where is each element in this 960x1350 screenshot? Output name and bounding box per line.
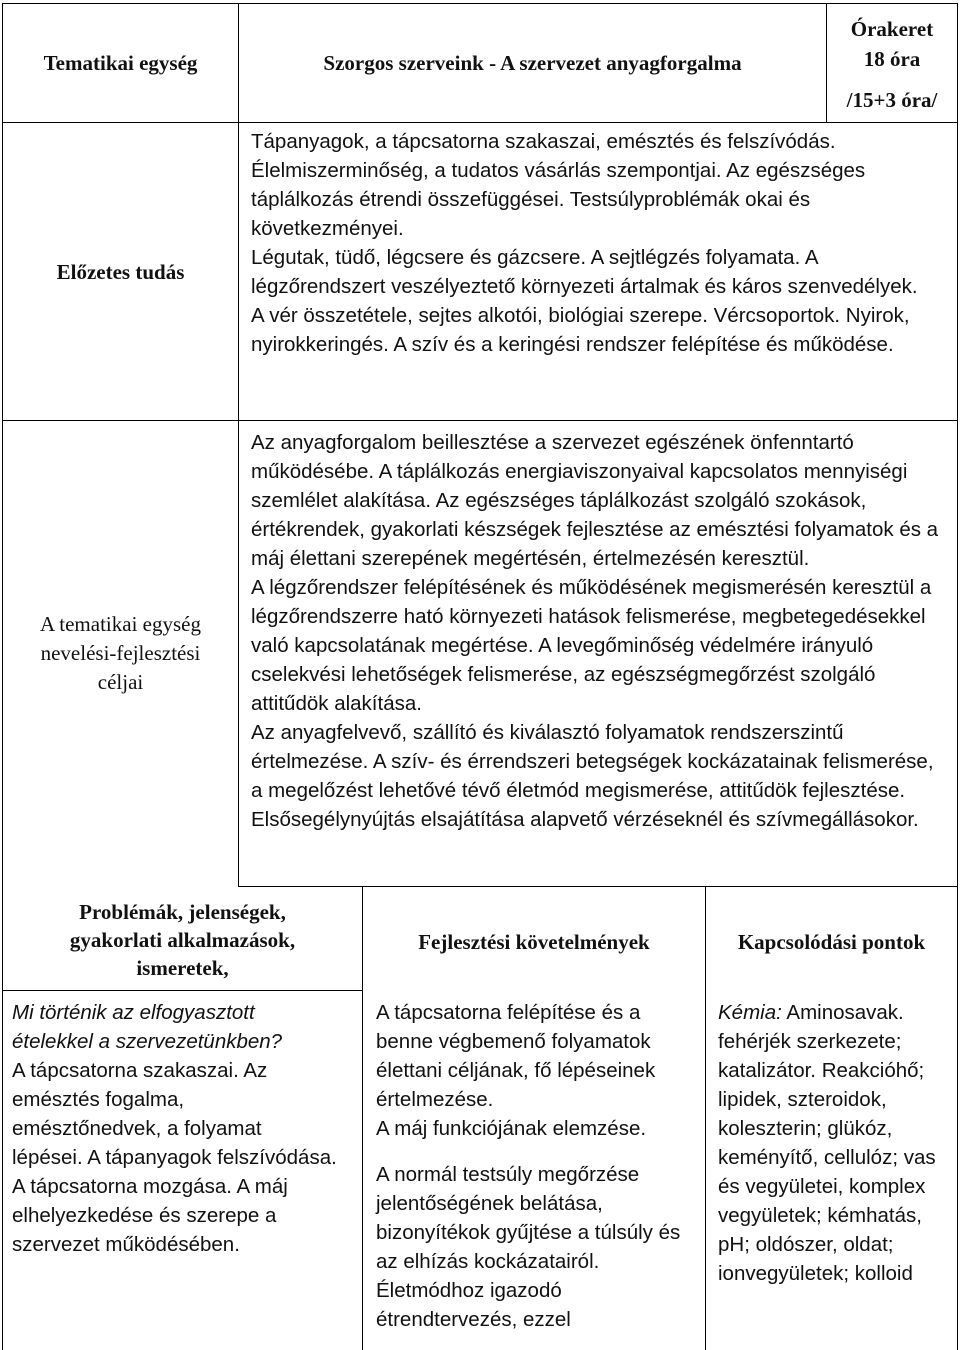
requirements-paragraph: A máj funkciójának elemzése.: [376, 1117, 647, 1140]
prior-knowledge-label: Előzetes tudás: [56, 259, 185, 284]
problems-header-bottom-border: [2, 990, 362, 991]
problems-header: [3, 892, 362, 987]
prior-knowledge-content: [251, 127, 941, 359]
header-hours: [827, 14, 957, 122]
problems-text: A tápcsatorna szakaszai. Az emésztés fogalma, emésztőnedvek, a folyamat lépései. A tápanyagok felszívódása. A tápcsatorna mozgása. A máj elhelyezkedése és szerepe a szervezet működésében.: [12, 1059, 337, 1256]
problems-header-label: Problémák, jelenségek, gyakorlati alkalmazások, ismeretek,: [69, 899, 296, 980]
requirements-paragraph: A normál testsúly megőrzése jelentőségének belátása, bizonyítékok gyűjtése a túlsúly és az elhízás kockázatairól.: [376, 1163, 681, 1273]
header-topic-title: [239, 4, 826, 122]
requirements-header-label: Fejlesztési követelmények: [418, 930, 650, 954]
connections-body: Aminosavak. fehérjék szerkezete; katalizátor. Reakcióhő; lipidek, szteroidok, koleszterin; glükóz, keményítő, cellulóz; vas és vegyületei, komplex vegyületek; kémhatás, pH; oldószer, oldat; ionvegyületek; kolloid: [718, 1001, 936, 1285]
goals-label-cell: [3, 421, 238, 886]
goals-paragraph: Az anyagfelvevő, szállító és kiválasztó folyamatok rendszerszintű értelmezése. A szív- és érrendszeri betegségek kockázatainak felismerése, a megelőzést lehetővé tévő életmód megismerése, attitűdök fejlesztése. Elsősegélynyújtás elsajátítása alapvető vérzéseknél és szívmegállásokor.: [251, 721, 934, 831]
requirements-header: [363, 928, 705, 956]
goals-bottom-border: [238, 886, 958, 887]
prior-paragraph: Légutak, tüdő, légcsere és gázcsere. A sejtlégzés folyamata. A légzőrendszert veszélyeztető környezeti ártalmak és káros szenvedélyek.: [251, 246, 918, 298]
goals-label-line: céljai: [97, 670, 144, 694]
col-divider-1: [238, 3, 239, 886]
prior-paragraph: Tápanyagok, a tápcsatorna szakaszai, emésztés és felszívódás. Élelmiszerminőség, a tudatos vásárlás szempontjai. Az egészséges táplálkozás étrendi összefüggései. Testsúlyproblémák okai és következményei.: [251, 130, 866, 240]
problems-question: Mi történik az elfogyasztott ételekkel a szervezetünkben?: [12, 1001, 283, 1053]
connections-subject: Kémia:: [718, 1001, 782, 1024]
connections-content: [718, 998, 950, 1288]
goals-paragraph: A légzőrendszer felépítésének és működésének megismerésén keresztül a légzőrendszerre ható környezeti hatások felismerése, megbetegedésekkel való kapcsolatának megértése. A levegőminőség védelmére irányuló cselekvési lehetőségek felismerése, az egészségmegőrzést szolgáló attitűdök alakítása.: [251, 576, 932, 715]
header-thematic-unit: [3, 4, 238, 122]
connections-text: [718, 998, 950, 1288]
connections-header: [706, 928, 957, 956]
requirements-paragraph: A tápcsatorna felépítése és a benne végbemenő folyamatok élettani céljának, fő lépéseinek értelmezése.: [376, 1001, 656, 1111]
requirements-content: [376, 998, 694, 1334]
hours-label: Órakeret: [850, 17, 934, 41]
problems-content: [12, 998, 337, 1259]
header-thematic-unit-label: Tematikai egység: [43, 51, 198, 75]
hours-split: /15+3 óra/: [846, 88, 938, 112]
goals-label-line: A tematikai egység: [40, 612, 201, 636]
topic-title: Szorgos szerveink - A szervezet anyagforgalma: [323, 51, 742, 75]
requirements-paragraph: Életmódhoz igazodó étrendtervezés, ezzel: [376, 1279, 571, 1331]
connections-header-label: Kapcsolódási pontok: [737, 930, 926, 954]
prior-paragraph: A vér összetétele, sejtes alkotói, biológiai szerepe. Vércsoportok. Nyirok, nyirokkeringés. A szív és a keringési rendszer felépítése és működése.: [251, 304, 910, 356]
goals-label-line: nevelési-fejlesztési: [40, 641, 201, 665]
prior-knowledge-label-cell: [3, 123, 238, 420]
goals-paragraph: Az anyagforgalom beillesztése a szervezet egészének önfenntartó működésébe. A táplálkozás energiaviszonyaival kapcsolatos mennyiségi szemlélet alakítása. Az egészséges táplálkozást szolgáló szokások, értékrendek, gyakorlati készségek fejlesztése az emésztési folyamatok és a máj élettani szerepének megértésén, értelmezésén keresztül.: [251, 431, 939, 570]
goals-content: [251, 428, 941, 834]
table-right-border: [957, 3, 958, 1350]
hours-value: 18 óra: [863, 47, 921, 71]
